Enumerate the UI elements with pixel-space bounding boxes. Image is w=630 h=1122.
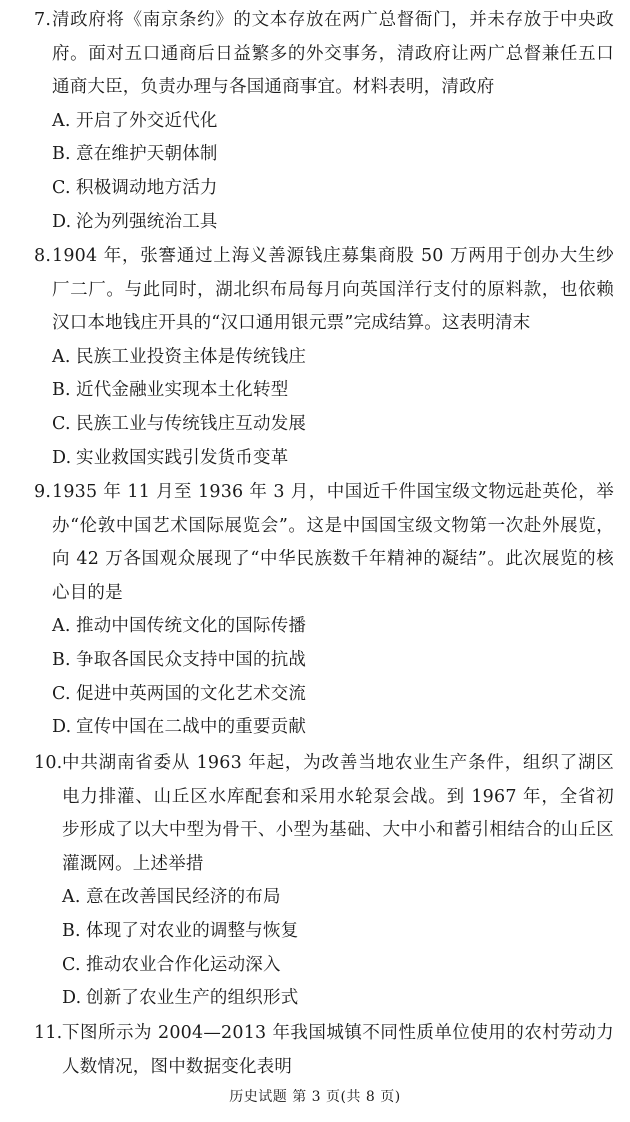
option-text: 意在改善国民经济的布局 xyxy=(86,887,281,908)
option-text: 近代金融业实现本土化转型 xyxy=(76,380,289,401)
option-d xyxy=(34,206,614,240)
option-c xyxy=(34,949,614,983)
question-10 xyxy=(34,747,614,1016)
option-letter: D. xyxy=(52,211,72,232)
option-a xyxy=(34,341,614,375)
option-text: 体现了对农业的调整与恢复 xyxy=(86,920,299,941)
question-11 xyxy=(34,1017,614,1084)
option-text: 宣传中国在二战中的重要贡献 xyxy=(76,717,307,738)
question-9 xyxy=(34,476,614,745)
question-text: 1935 年 11 月至 1936 年 3 月，中国近千件国宝级文物远赴英伦，举办“伦敦中国艺术国际展览会”。这是中国国宝级文物第一次赴外展览，向 42 万各国观众展现了“中华民族数千年精神的凝结”。此次展览的核心目的是 xyxy=(52,482,614,603)
option-b xyxy=(34,374,614,408)
question-stem xyxy=(34,1017,614,1084)
option-a xyxy=(34,105,614,139)
option-text: 促进中英两国的文化艺术交流 xyxy=(76,683,307,704)
question-text: 清政府将《南京条约》的文本存放在两广总督衙门，并未存放于中央政府。面对五口通商后日益繁多的外交事务，清政府让两广总督兼任五口通商大臣，负责办理与各国通商事宜。材料表明，清政府 xyxy=(52,10,614,98)
option-c xyxy=(34,172,614,206)
option-text: 民族工业与传统钱庄互动发展 xyxy=(76,413,307,434)
option-letter: A. xyxy=(52,110,71,131)
option-b xyxy=(34,138,614,172)
option-d xyxy=(34,711,614,745)
option-text: 民族工业投资主体是传统钱庄 xyxy=(76,346,307,367)
option-text: 沦为列强统治工具 xyxy=(76,211,218,232)
option-a xyxy=(34,610,614,644)
option-letter: C. xyxy=(62,954,81,975)
option-letter: A. xyxy=(52,346,71,367)
question-stem xyxy=(34,4,614,105)
option-d xyxy=(34,982,614,1016)
question-number: 9. xyxy=(34,482,52,502)
option-b xyxy=(34,915,614,949)
question-7 xyxy=(34,4,614,239)
option-text: 创新了农业生产的组织形式 xyxy=(86,988,299,1009)
option-letter: C. xyxy=(52,413,71,434)
option-letter: D. xyxy=(62,988,82,1009)
option-text: 推动农业合作化运动深入 xyxy=(86,954,281,975)
option-text: 积极调动地方活力 xyxy=(76,177,218,198)
question-text: 中共湖南省委从 1963 年起，为改善当地农业生产条件，组织了湖区电力排灌、山丘区水库配套和采用水轮泵会战。到 1967 年，全省初步形成了以大中型为骨干、小型为基础、大中小和蓄引相结合的山丘区灌溉网。上述举措 xyxy=(62,753,614,874)
option-letter: C. xyxy=(52,683,71,704)
question-number: 11. xyxy=(34,1023,63,1043)
option-letter: A. xyxy=(52,616,71,637)
option-letter: B. xyxy=(52,649,71,670)
option-letter: B. xyxy=(52,380,71,401)
option-c xyxy=(34,408,614,442)
option-text: 争取各国民众支持中国的抗战 xyxy=(76,649,307,670)
option-text: 意在维护天朝体制 xyxy=(76,144,218,165)
option-letter: B. xyxy=(62,920,81,941)
option-text: 推动中国传统文化的国际传播 xyxy=(76,616,307,637)
question-text: 1904 年，张謇通过上海义善源钱庄募集商股 50 万两用于创办大生纱厂二厂。与此同时，湖北织布局每月向英国洋行支付的原料款，也依赖汉口本地钱庄开具的“汉口通用银元票”完成结算。这表明清末 xyxy=(52,246,614,334)
question-text: 下图所示为 2004—2013 年我国城镇不同性质单位使用的农村劳动力人数情况，图中数据变化表明 xyxy=(62,1023,614,1077)
question-number: 8. xyxy=(34,246,52,266)
question-8 xyxy=(34,240,614,475)
option-letter: C. xyxy=(52,177,71,198)
option-letter: A. xyxy=(62,887,81,908)
option-c xyxy=(34,678,614,712)
question-number: 10. xyxy=(34,753,63,773)
option-letter: D. xyxy=(52,717,72,738)
question-stem xyxy=(34,240,614,341)
option-d xyxy=(34,442,614,476)
option-b xyxy=(34,644,614,678)
page-footer: 历史试题 第 3 页(共 8 页) xyxy=(229,1089,401,1105)
option-text: 实业救国实践引发货币变革 xyxy=(76,447,289,468)
question-number: 7. xyxy=(34,10,52,30)
option-a xyxy=(34,881,614,915)
option-text: 开启了外交近代化 xyxy=(76,110,218,131)
option-letter: B. xyxy=(52,144,71,165)
question-stem xyxy=(34,747,614,881)
option-letter: D. xyxy=(52,447,72,468)
question-stem xyxy=(34,476,614,610)
